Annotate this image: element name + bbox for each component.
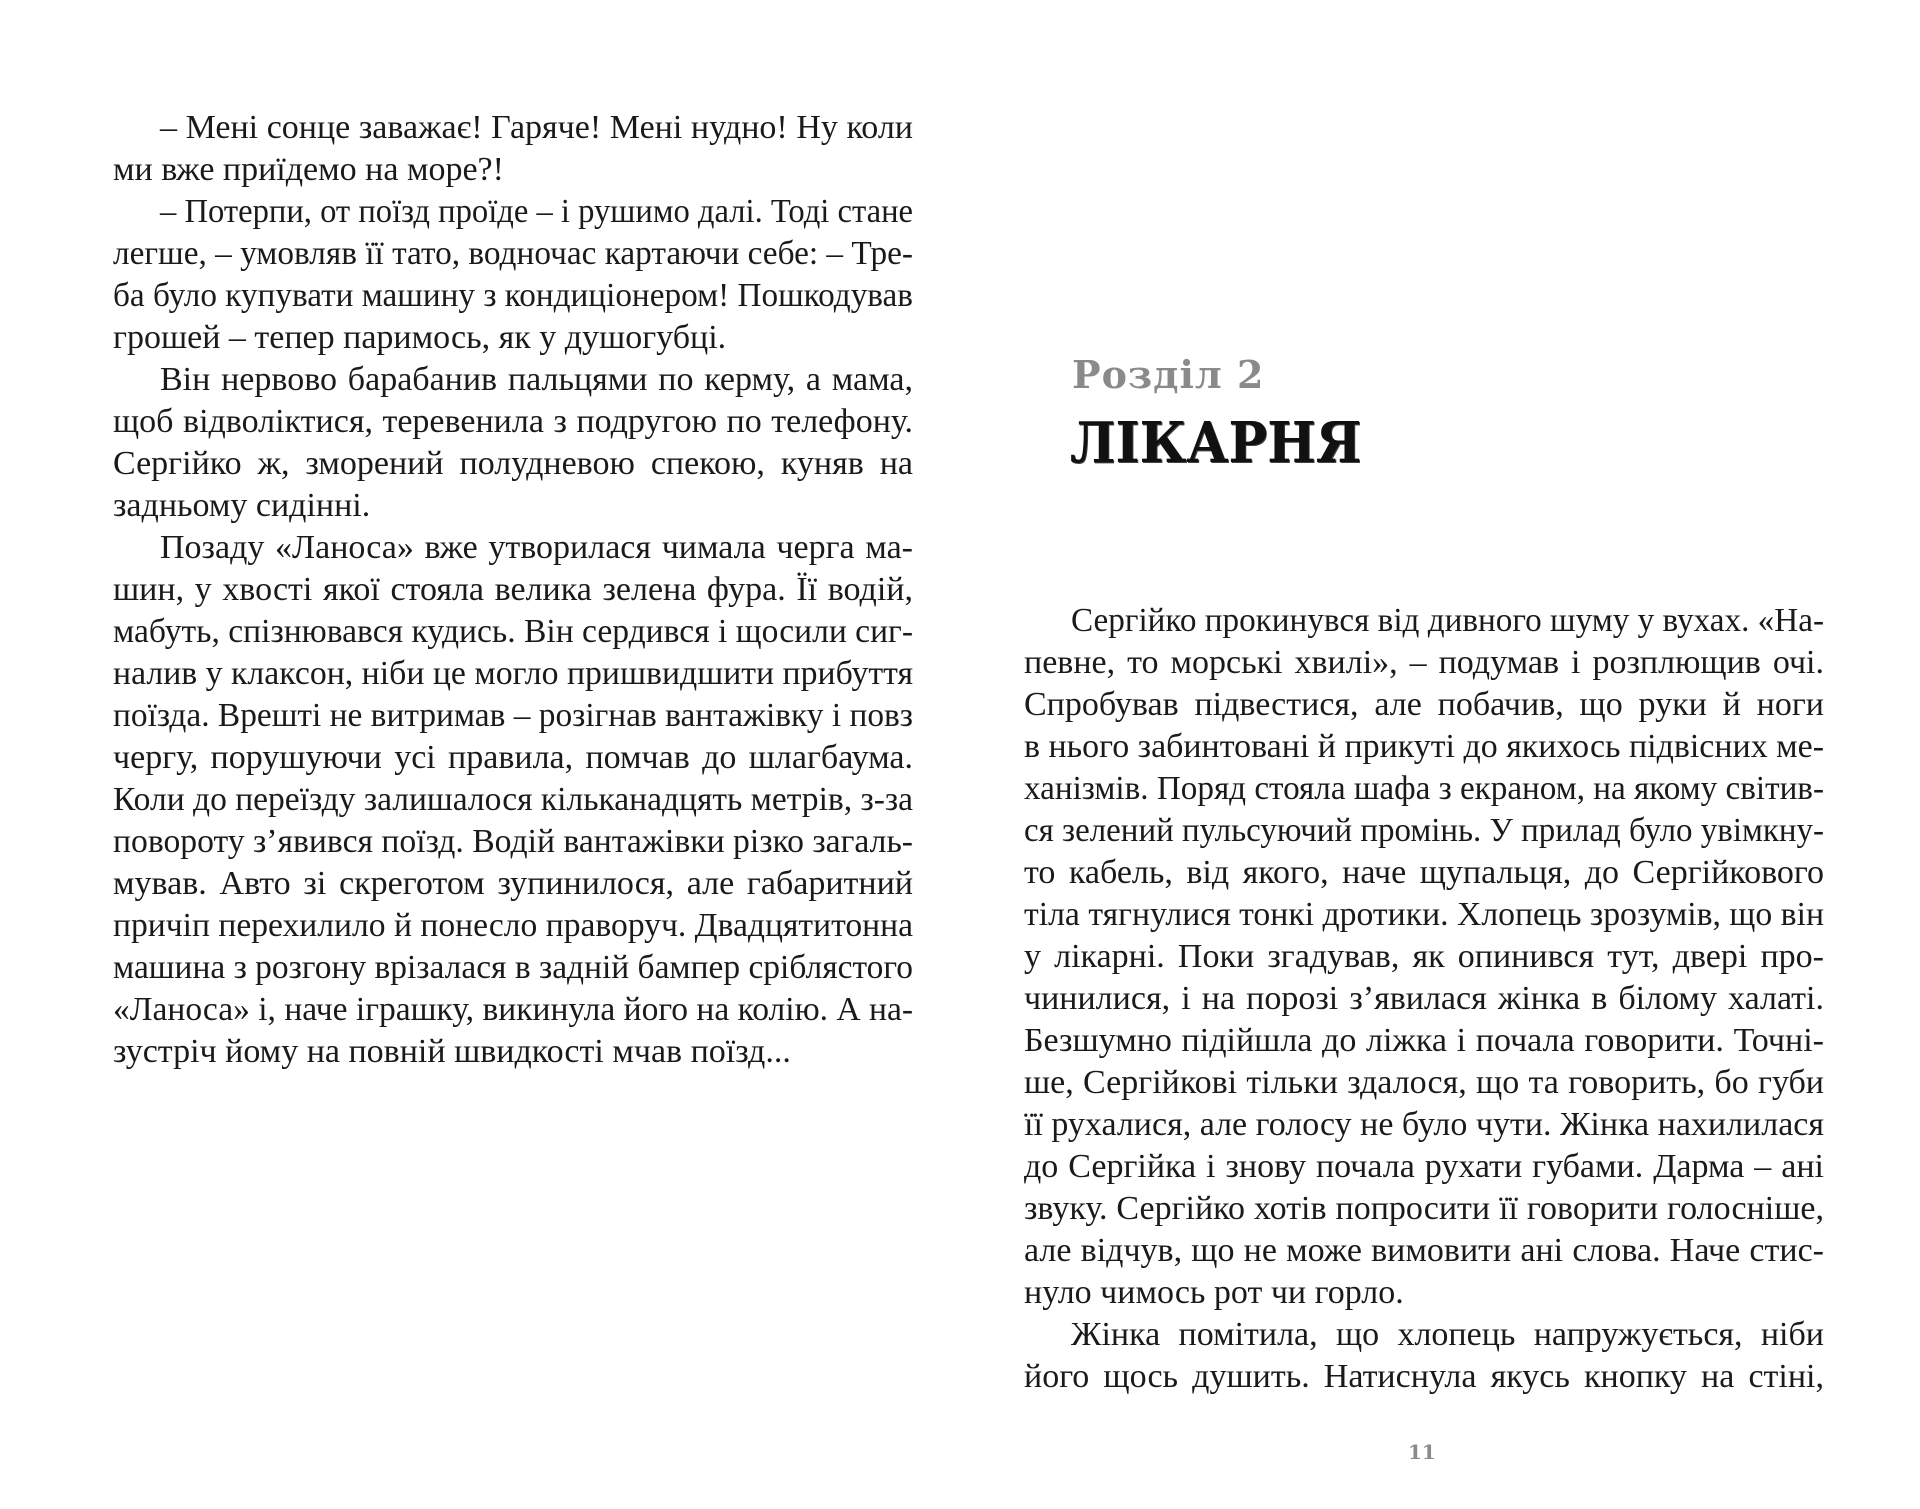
line-text: його щось душить. Натиснула якусь кнопку на стіні, [1024,1358,1824,1395]
text-line [1024,1314,1824,1356]
text-line [1024,894,1824,936]
text-line [113,485,913,527]
page-number: 11 [1408,1440,1436,1464]
text-line [113,947,913,989]
text-line [1024,768,1824,810]
line-text: звуку. Сергійко хотів попросити її говорити голосніше, [1024,1190,1824,1227]
text-line [113,653,913,695]
text-line [113,443,913,485]
text-line [113,779,913,821]
text-line [1024,936,1824,978]
line-text: Жінка помітила, що хлопець напружується, ніби [1071,1316,1824,1353]
line-text: її рухалися, але голосу не було чути. Жінка нахилилася [1024,1106,1824,1143]
text-line [113,989,913,1031]
text-line [113,1031,913,1073]
line-text: до Сергійка і знову почала рухати губами. Дарма – ані [1024,1148,1824,1185]
line-text: ханізмів. Поряд стояла шафа з екраном, на якому світив- [1024,770,1824,807]
text-line [113,149,913,191]
line-text: Він нервово барабанив пальцями по керму, а мама, [160,361,913,398]
text-line [1024,684,1824,726]
line-text: повороту з’явився поїзд. Водій вантажівки різко загаль- [113,823,913,860]
text-line [1024,600,1824,642]
line-text: мував. Авто зі скреготом зупинилося, але габаритний [113,865,913,902]
line-text: але відчув, що не може вимовити ані слова. Наче стис- [1024,1232,1824,1269]
text-line [113,233,913,275]
text-line [113,359,913,401]
line-text: машина з розгону врізалася в задній бампер сріблястого [113,949,913,986]
line-text: Коли до переїзду залишалося кільканадцять метрів, з-за [113,781,913,818]
chapter-title: ЛІКАРНЯ [1070,410,1362,476]
text-line [113,569,913,611]
line-text: задньому сидінні. [113,487,371,524]
line-text: ба було купувати машину з кондиціонером! Пошкодував [113,277,913,314]
text-line [1024,1104,1824,1146]
line-text: мабуть, спізнювався кудись. Він сердився і щосили сиг- [113,613,913,650]
text-line [1024,642,1824,684]
line-text: чергу, порушуючи усі правила, помчав до шлагбаума. [113,739,913,776]
text-line [113,863,913,905]
text-line [1024,1062,1824,1104]
text-line [1024,978,1824,1020]
text-line [113,611,913,653]
line-text: поїзда. Врешті не витримав – розігнав вантажівку і повз [113,697,913,734]
text-line [1024,1356,1824,1398]
chapter-label: Розділ 2 [1072,352,1265,397]
line-text: в нього забинтовані й прикуті до якихось підвісних ме- [1024,728,1824,765]
line-text: чинилися, і на порозі з’явилася жінка в білому халаті. [1024,980,1824,1017]
text-line [1024,852,1824,894]
line-text: Спробував підвестися, але побачив, що руки й ноги [1024,686,1824,723]
line-text: легше, – умовляв її тато, водночас картаючи себе: – Тре- [113,235,913,272]
text-line [1024,1230,1824,1272]
text-line [1024,810,1824,852]
line-text: Позаду «Ланоса» вже утворилася чимала черга ма- [160,529,913,566]
text-line [113,695,913,737]
line-text: щоб відволіктися, теревенила з подругою по телефону. [113,403,913,440]
line-text: певне, то морські хвилі», – подумав і розплющив очі. [1024,644,1824,681]
text-line [113,527,913,569]
line-text: шин, у хвості якої стояла велика зелена фура. Її водій, [113,571,913,608]
line-text: зустріч йому на повній швидкості мчав поїзд... [113,1033,791,1070]
right-page-text [1024,600,1824,1398]
line-text: ше, Сергійкові тільки здалося, що та говорить, бо губи [1024,1064,1824,1101]
line-text: «Ланоса» і, наче іграшку, викинула його на колію. А на- [113,991,913,1028]
left-page-text [113,107,913,1073]
line-text: ся зелений пульсуючий промінь. У прилад було увімкну- [1024,812,1824,849]
line-text: у лікарні. Поки згадував, як опинився тут, двері про- [1024,938,1824,975]
line-text: Безшумно підійшла до ліжка і почала говорити. Точні- [1024,1022,1824,1059]
text-line [113,317,913,359]
text-line [1024,1020,1824,1062]
text-line [113,191,913,233]
text-line [113,821,913,863]
text-line [113,275,913,317]
text-line [1024,1272,1824,1314]
line-text: грошей – тепер паримось, як у душогубці. [113,319,727,356]
text-line [113,401,913,443]
text-line [1024,1146,1824,1188]
line-text: налив у клаксон, ніби це могло пришвидшити прибуття [113,655,913,692]
line-text: то кабель, від якого, наче щупальця, до Сергійкового [1024,854,1824,891]
line-text: Сергійко прокинувся від дивного шуму у вухах. «На- [1071,602,1824,639]
line-text: ми вже приїдемо на море?! [113,151,504,188]
text-line [113,905,913,947]
line-text: – Потерпи, от поїзд проїде – і рушимо далі. Тоді стане [160,193,913,230]
line-text: причіп перехилило й понесло праворуч. Двадцятитонна [113,907,913,944]
line-text: нуло чимось рот чи горло. [1024,1274,1404,1311]
line-text: тіла тягнулися тонкі дротики. Хлопець зрозумів, що він [1024,896,1824,933]
text-line [1024,1188,1824,1230]
line-text: – Мені сонце заважає! Гаряче! Мені нудно! Ну коли [160,109,913,146]
text-line [1024,726,1824,768]
line-text: Сергійко ж, зморений полудневою спекою, куняв на [113,445,913,482]
text-line [113,107,913,149]
text-line [113,737,913,779]
